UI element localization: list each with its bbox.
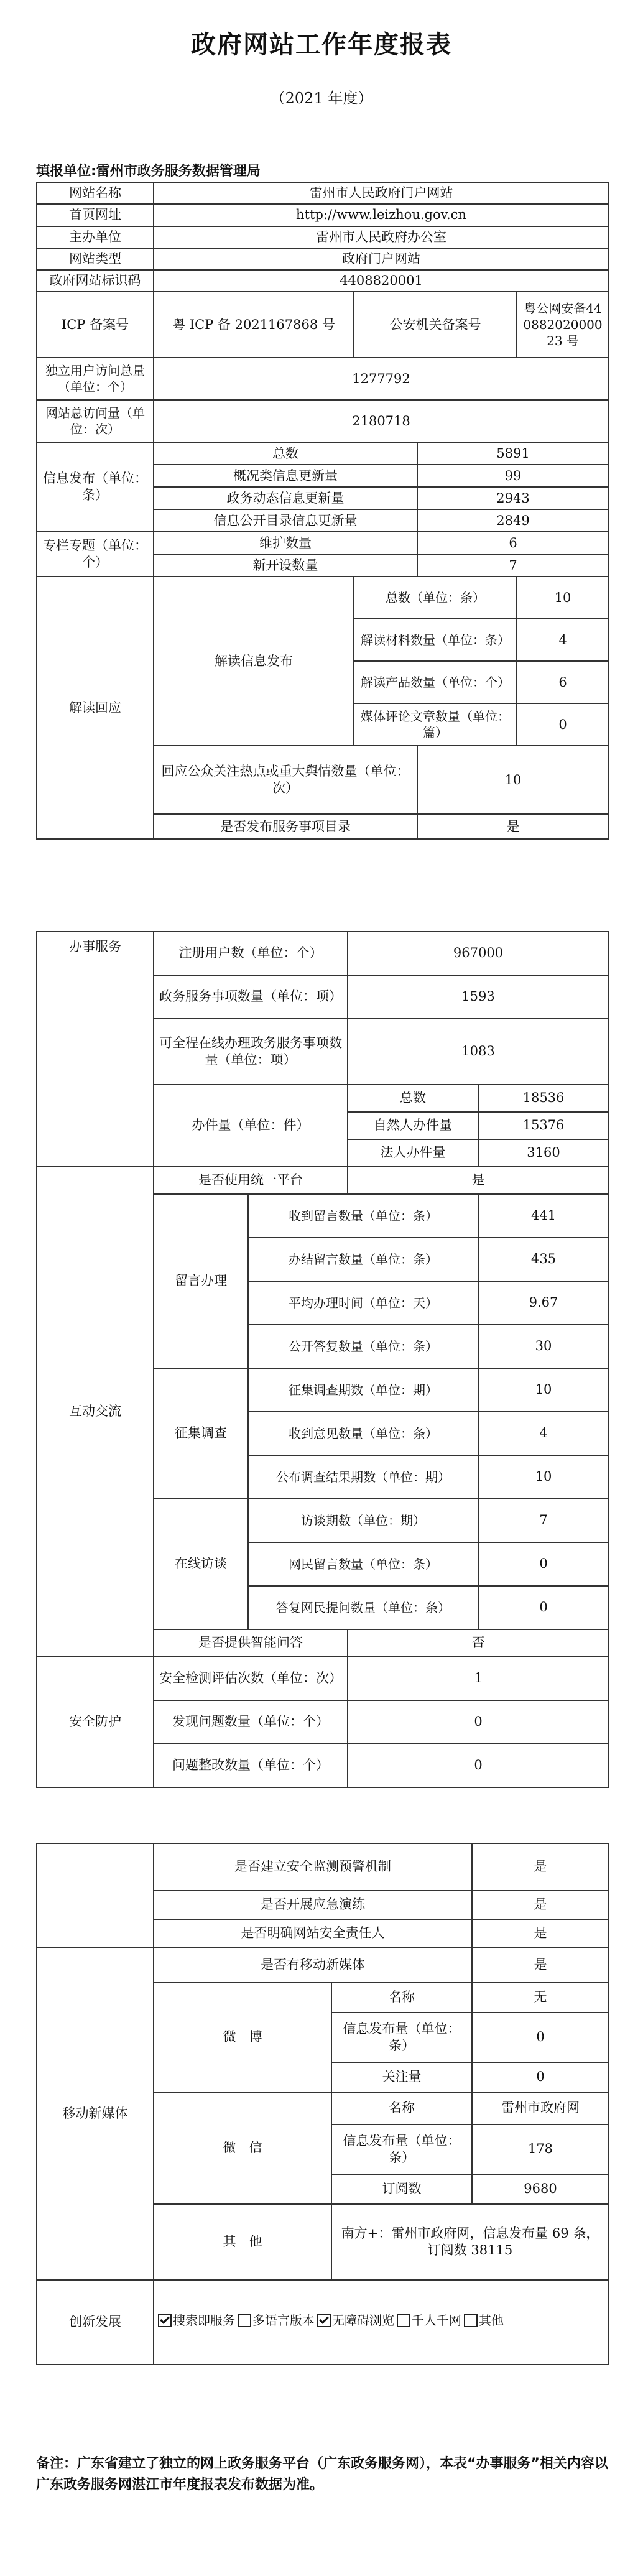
option-accessibility[interactable]: 无障碍浏览 bbox=[317, 2312, 394, 2328]
checkbox-checked-icon[interactable] bbox=[158, 2314, 172, 2327]
iv-answer-value: 0 bbox=[478, 1586, 609, 1629]
innovation-label: 创新发展 bbox=[37, 2280, 154, 2365]
iv-msg-value: 0 bbox=[478, 1542, 609, 1586]
wx-posts-label: 信息发布量（单位：条） bbox=[331, 2124, 472, 2174]
wb-posts-value: 0 bbox=[472, 2013, 609, 2062]
option-other[interactable]: 其他 bbox=[464, 2312, 504, 2328]
info-dynamic-value: 2943 bbox=[417, 487, 609, 509]
interpret-respond-value: 10 bbox=[417, 746, 609, 814]
innovation-options bbox=[154, 2280, 609, 2365]
footnote: 备注：广东省建立了独立的网上政务服务平台（广东政务服务网），本表“办事服务”相关内容以广东政务服务网湛江市年度报表发布数据为准。 bbox=[36, 2456, 608, 2493]
interpret-label: 解读回应 bbox=[37, 577, 154, 839]
wx-posts-value: 178 bbox=[472, 2124, 609, 2174]
site-code-value: 4408820001 bbox=[154, 270, 609, 292]
info-open-label: 信息公开目录信息更新量 bbox=[154, 509, 417, 532]
info-overview-label: 概况类信息更新量 bbox=[154, 465, 417, 487]
checkbox-empty-icon[interactable] bbox=[238, 2314, 251, 2327]
wx-name-label: 名称 bbox=[331, 2092, 472, 2124]
pv-label: 网站总访问量（单位：次） bbox=[37, 400, 154, 442]
wx-subs-value: 9680 bbox=[472, 2174, 609, 2204]
icp-value: 粤 ICP 备 2021167868 号 bbox=[154, 292, 354, 358]
service-users-value: 967000 bbox=[348, 932, 609, 975]
pv-value: 2180718 bbox=[154, 400, 609, 442]
wb-name-value: 无 bbox=[472, 1983, 609, 2013]
interpret-product-value: 6 bbox=[517, 661, 609, 703]
msg-pub-label: 公开答复数量（单位：条） bbox=[248, 1325, 478, 1368]
site-type-label: 网站类型 bbox=[37, 248, 154, 270]
info-open-value: 2849 bbox=[417, 509, 609, 532]
ai-label: 是否提供智能问答 bbox=[154, 1629, 348, 1657]
special-new-value: 7 bbox=[417, 554, 609, 577]
page-title: 政府网站工作年度报表 bbox=[191, 30, 452, 59]
info-total-value: 5891 bbox=[417, 442, 609, 465]
wb-follow-value: 0 bbox=[472, 2062, 609, 2092]
checkbox-empty-icon[interactable] bbox=[397, 2314, 410, 2327]
wx-subs-label: 订阅数 bbox=[331, 2174, 472, 2204]
msg-recv-value: 441 bbox=[478, 1194, 609, 1238]
checkbox-empty-icon[interactable] bbox=[464, 2314, 478, 2327]
msg-label: 留言办理 bbox=[154, 1194, 248, 1368]
service-users-label: 注册用户数（单位：个） bbox=[154, 932, 348, 975]
handle-legal-label: 法人办件量 bbox=[348, 1139, 478, 1167]
homepage-url-value: http://www.leizhou.gov.cn bbox=[154, 204, 609, 226]
special-label: 专栏专题（单位：个） bbox=[37, 532, 154, 577]
wechat-label: 微 信 bbox=[154, 2092, 331, 2204]
catalog-label: 是否发布服务事项目录 bbox=[154, 814, 417, 839]
service-interaction-table bbox=[36, 931, 609, 1788]
msg-done-label: 办结留言数量（单位：条） bbox=[248, 1238, 478, 1281]
handle-total-label: 总数 bbox=[348, 1085, 478, 1112]
site-type-value: 政府门户网站 bbox=[154, 248, 609, 270]
security-label: 安全防护 bbox=[37, 1657, 154, 1787]
sv-result-value: 10 bbox=[478, 1455, 609, 1499]
media-has-value: 是 bbox=[472, 1948, 609, 1983]
service-handle-label: 办件量（单位：件） bbox=[154, 1085, 348, 1167]
sv-result-label: 公布调查结果期数（单位：期） bbox=[248, 1455, 478, 1499]
service-online-label: 可全程在线办理政务服务事项数量（单位：项） bbox=[154, 1019, 348, 1085]
msg-avg-label: 平均办理时间（单位：天） bbox=[248, 1281, 478, 1325]
police-value: 粤公网安备44088202000023 号 bbox=[517, 292, 609, 358]
filing-unit: 填报单位:雷州市政务服务数据管理局 bbox=[36, 164, 261, 179]
msg-done-value: 435 bbox=[478, 1238, 609, 1281]
wx-name-value: 雷州市政府网 bbox=[472, 2092, 609, 2124]
interpret-total-value: 10 bbox=[517, 577, 609, 619]
interpret-product-label: 解读产品数量（单位：个） bbox=[354, 661, 517, 703]
site-name-value: 雷州市人民政府门户网站 bbox=[154, 182, 609, 204]
service-items-label: 政务服务事项数量（单位：项） bbox=[154, 975, 348, 1019]
monitor-label: 是否建立安全监测预警机制 bbox=[154, 1843, 472, 1891]
sv-count-value: 10 bbox=[478, 1368, 609, 1412]
option-search-service[interactable]: 搜索即服务 bbox=[158, 2312, 235, 2328]
owner-label: 是否明确网站安全责任人 bbox=[154, 1919, 472, 1948]
other-value: 南方+：雷州市政府网，信息发布量 69 条，订阅数 38115 bbox=[331, 2204, 609, 2280]
checkbox-checked-icon[interactable] bbox=[317, 2314, 331, 2327]
site-code-label: 政府网站标识码 bbox=[37, 270, 154, 292]
interpret-material-label: 解读材料数量（单位：条） bbox=[354, 619, 517, 661]
uv-label: 独立用户访问总量（单位：个） bbox=[37, 358, 154, 400]
msg-pub-value: 30 bbox=[478, 1325, 609, 1368]
info-label: 信息发布（单位：条） bbox=[37, 442, 154, 532]
iv-msg-label: 网民留言数量（单位：条） bbox=[248, 1542, 478, 1586]
weibo-label: 微 博 bbox=[154, 1983, 331, 2092]
police-label: 公安机关备案号 bbox=[354, 292, 517, 358]
msg-recv-label: 收到留言数量（单位：条） bbox=[248, 1194, 478, 1238]
sv-opinion-value: 4 bbox=[478, 1412, 609, 1455]
wb-name-label: 名称 bbox=[331, 1983, 472, 2013]
option-multilingual[interactable]: 多语言版本 bbox=[238, 2312, 315, 2328]
msg-avg-value: 9.67 bbox=[478, 1281, 609, 1325]
special-new-label: 新开设数量 bbox=[154, 554, 417, 577]
uv-value: 1277792 bbox=[154, 358, 609, 400]
monitor-value: 是 bbox=[472, 1843, 609, 1891]
security-blank bbox=[37, 1843, 154, 1948]
drill-value: 是 bbox=[472, 1891, 609, 1919]
other-label: 其 他 bbox=[154, 2204, 331, 2280]
fixed-value: 0 bbox=[348, 1744, 609, 1787]
media-label: 移动新媒体 bbox=[37, 1948, 154, 2280]
iv-answer-label: 答复网民提问数量（单位：条） bbox=[248, 1586, 478, 1629]
service-label: 办事服务 bbox=[37, 932, 154, 1167]
sponsor-label: 主办单位 bbox=[37, 226, 154, 248]
report-year: （2021 年度） bbox=[270, 90, 373, 107]
handle-total-value: 18536 bbox=[478, 1085, 609, 1112]
security-media-table bbox=[36, 1843, 609, 2365]
found-label: 发现问题数量（单位：个） bbox=[154, 1700, 348, 1744]
interaction-label: 互动交流 bbox=[37, 1167, 154, 1657]
option-personalized[interactable]: 千人千网 bbox=[397, 2312, 461, 2328]
basic-info-table bbox=[36, 182, 609, 840]
site-name-label: 网站名称 bbox=[37, 182, 154, 204]
sv-count-label: 征集调查期数（单位：期） bbox=[248, 1368, 478, 1412]
wb-posts-label: 信息发布量（单位：条） bbox=[331, 2013, 472, 2062]
check-value: 1 bbox=[348, 1657, 609, 1700]
info-overview-value: 99 bbox=[417, 465, 609, 487]
interview-label: 在线访谈 bbox=[154, 1499, 248, 1629]
platform-value: 是 bbox=[348, 1167, 609, 1194]
info-dynamic-label: 政务动态信息更新量 bbox=[154, 487, 417, 509]
catalog-value: 是 bbox=[417, 814, 609, 839]
found-value: 0 bbox=[348, 1700, 609, 1744]
info-total-label: 总数 bbox=[154, 442, 417, 465]
interpret-material-value: 4 bbox=[517, 619, 609, 661]
special-maintain-value: 6 bbox=[417, 532, 609, 554]
interpret-respond-label: 回应公众关注热点或重大舆情数量（单位：次） bbox=[154, 746, 417, 814]
interpret-media-value: 0 bbox=[517, 703, 609, 746]
icp-label: ICP 备案号 bbox=[37, 292, 154, 358]
interpret-media-label: 媒体评论文章数量（单位：篇） bbox=[354, 703, 517, 746]
handle-person-label: 自然人办件量 bbox=[348, 1112, 478, 1139]
service-items-value: 1593 bbox=[348, 975, 609, 1019]
iv-count-label: 访谈期数（单位：期） bbox=[248, 1499, 478, 1542]
service-online-value: 1083 bbox=[348, 1019, 609, 1085]
check-label: 安全检测评估次数（单位：次） bbox=[154, 1657, 348, 1700]
homepage-url-label: 首页网址 bbox=[37, 204, 154, 226]
iv-count-value: 7 bbox=[478, 1499, 609, 1542]
sv-opinion-label: 收到意见数量（单位：条） bbox=[248, 1412, 478, 1455]
survey-label: 征集调查 bbox=[154, 1368, 248, 1499]
drill-label: 是否开展应急演练 bbox=[154, 1891, 472, 1919]
owner-value: 是 bbox=[472, 1919, 609, 1948]
wb-follow-label: 关注量 bbox=[331, 2062, 472, 2092]
sponsor-value: 雷州市人民政府办公室 bbox=[154, 226, 609, 248]
media-has-label: 是否有移动新媒体 bbox=[154, 1948, 472, 1983]
ai-value: 否 bbox=[348, 1629, 609, 1657]
handle-person-value: 15376 bbox=[478, 1112, 609, 1139]
interpret-pub-label: 解读信息发布 bbox=[154, 577, 354, 746]
interpret-total-label: 总数（单位：条） bbox=[354, 577, 517, 619]
platform-label: 是否使用统一平台 bbox=[154, 1167, 348, 1194]
fixed-label: 问题整改数量（单位：个） bbox=[154, 1744, 348, 1787]
special-maintain-label: 维护数量 bbox=[154, 532, 417, 554]
handle-legal-value: 3160 bbox=[478, 1139, 609, 1167]
